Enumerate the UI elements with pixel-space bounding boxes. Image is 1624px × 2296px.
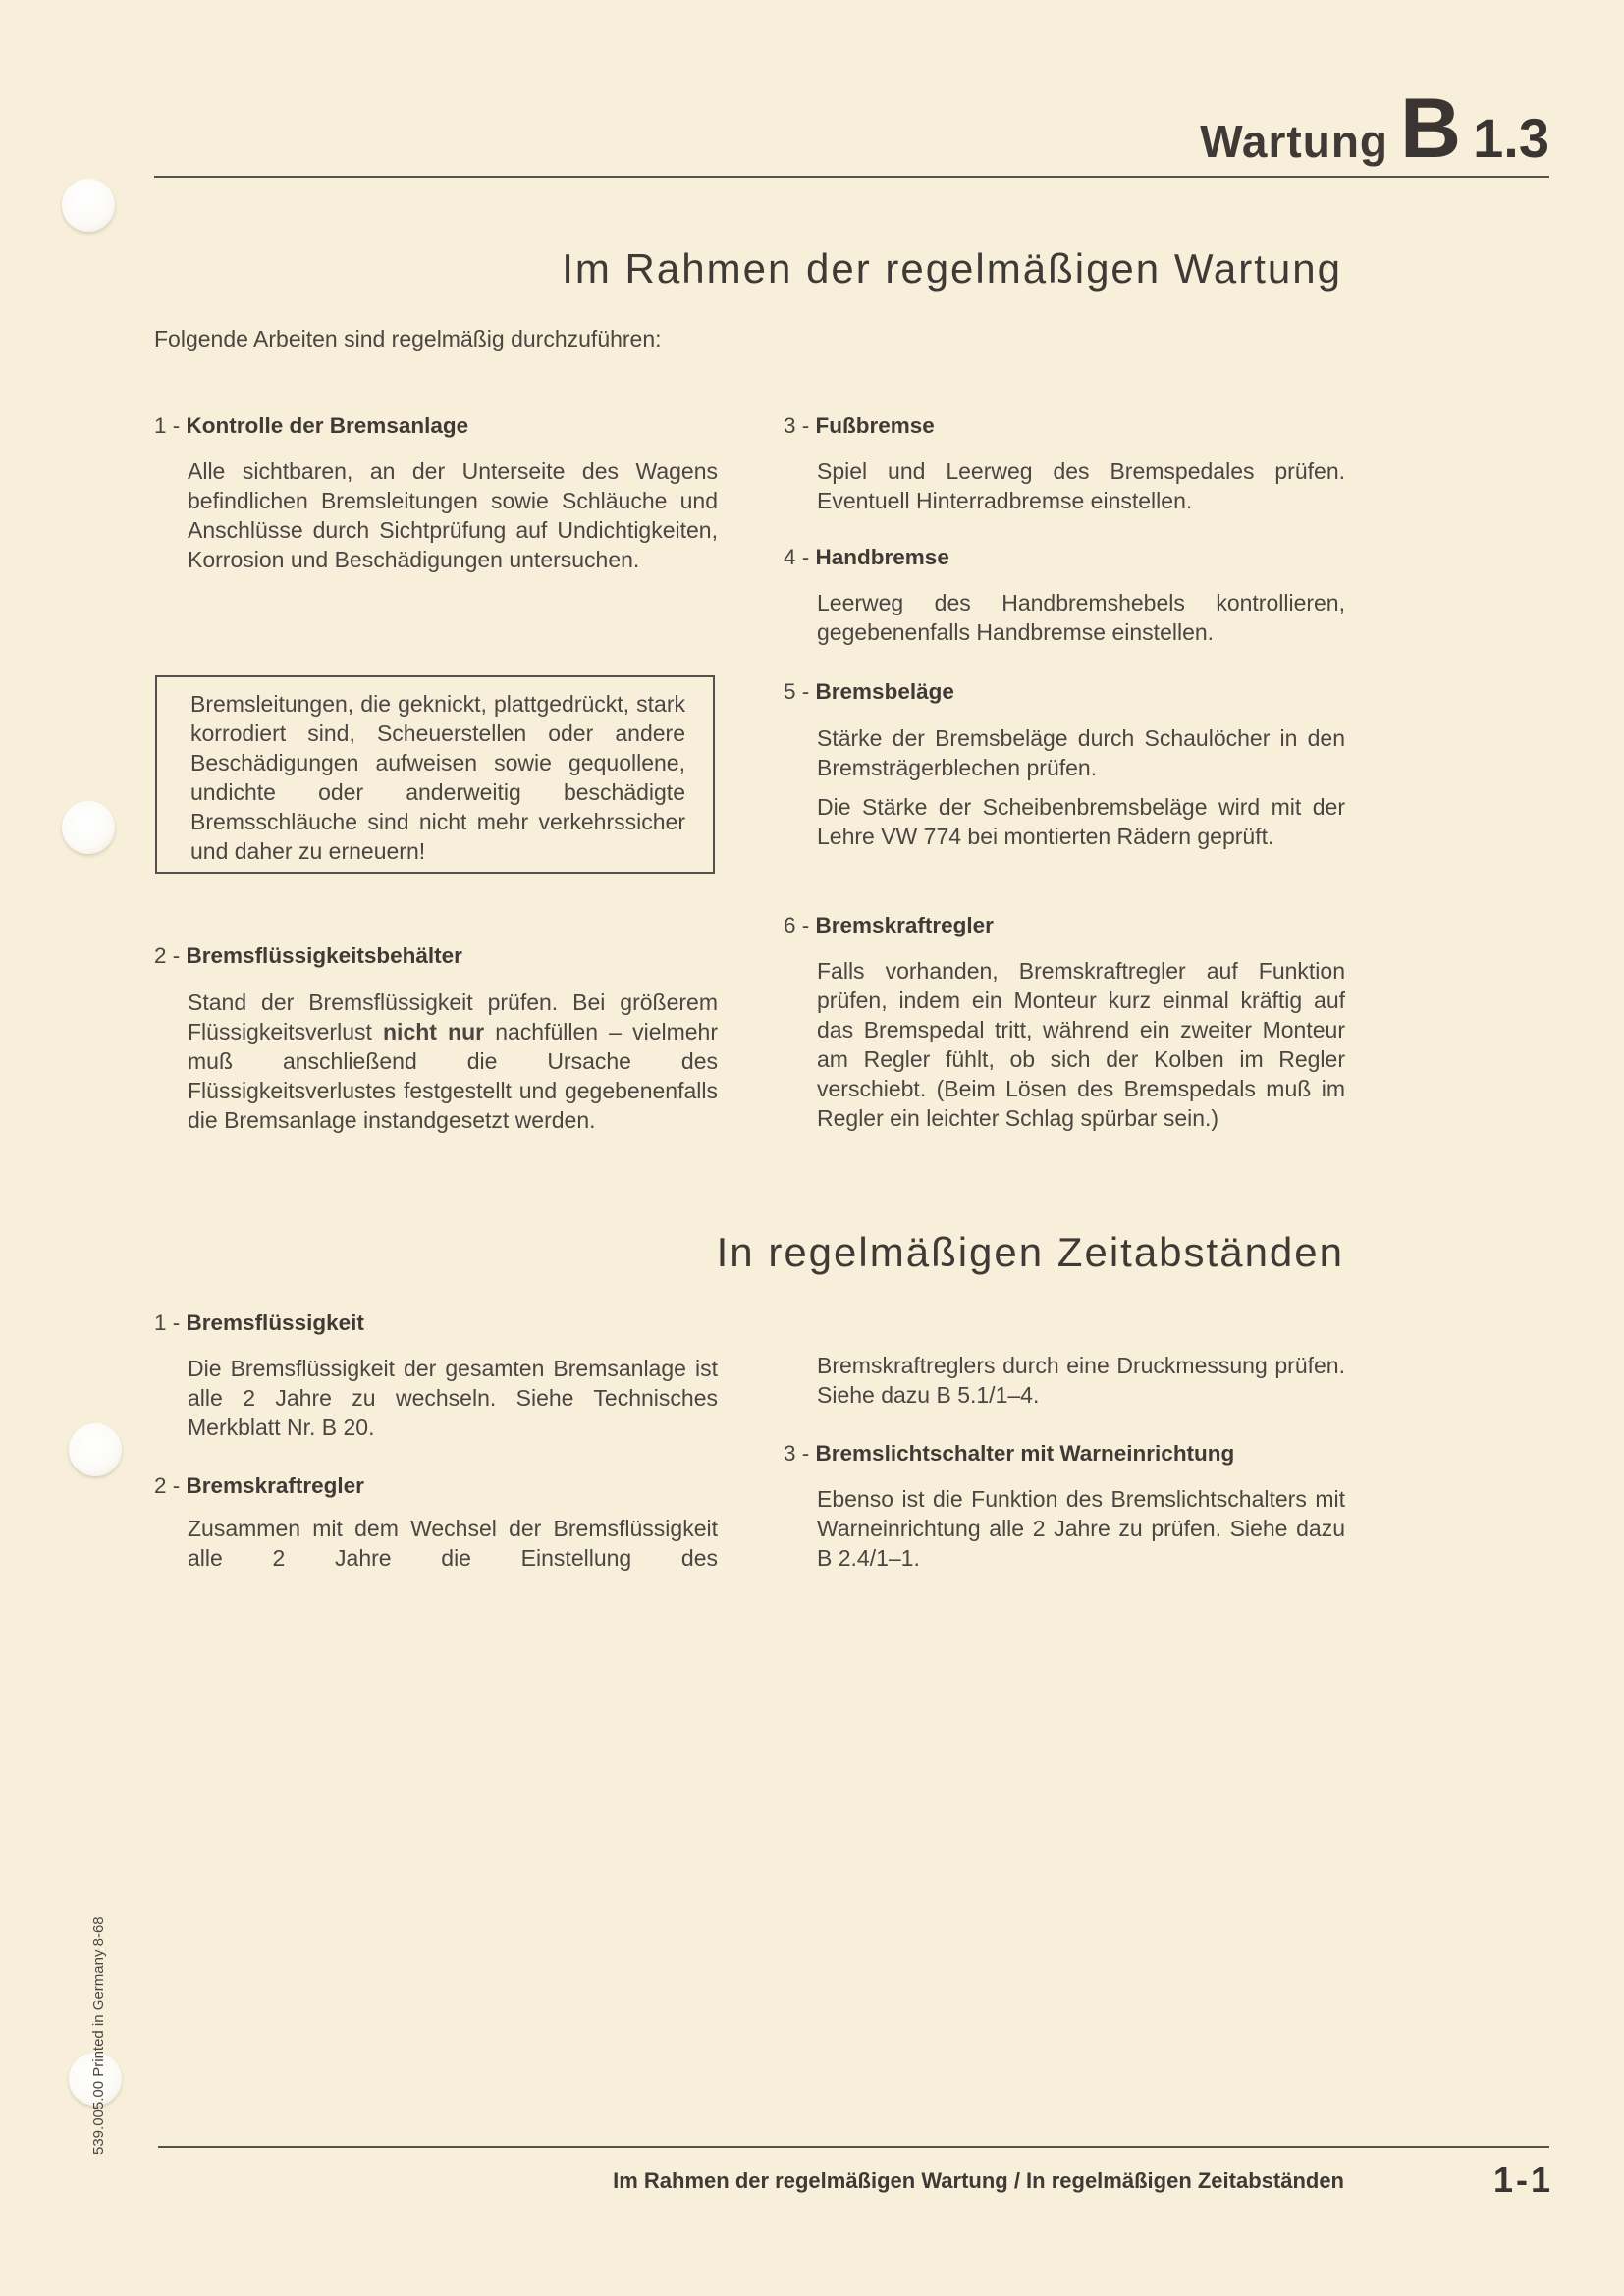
item-body: Zusammen mit dem Wechsel der Bremsflüssigkeit alle 2 Jahre die Einstellung des [188, 1516, 718, 1571]
page-number: 1-1 [1492, 2160, 1553, 2200]
punch-hole [69, 1423, 122, 1476]
section-header [1200, 81, 1549, 176]
item-body: Stärke der Bremsbeläge durch Schaulöcher in den Bremsträgerblechen prüfen. [817, 725, 1345, 780]
item-heading: 6 - Bremskraftregler [784, 913, 994, 937]
item-body: Falls vorhanden, Bremskraftregler auf Funktion prüfen, indem ein Monteur kurz einmal kräftig auf das Bremspedal tritt, während ein zweiter Monteur am Regler fühlt, ob sich der Kolben im Regler verschiebt. (Beim Lösen des Bremspedals muß im Regler ein leichter Schlag spürbar sein.) [817, 958, 1345, 1131]
item-body: Spiel und Leerweg des Bremspedales prüfen. Eventuell Hinterradbremse einstellen. [817, 458, 1345, 513]
intro-text: Folgende Arbeiten sind regelmäßig durchzuführen: [154, 326, 662, 351]
item-heading: 3 - Fußbremse [784, 413, 935, 438]
item-heading: 4 - Handbremse [784, 545, 949, 569]
item-heading: 5 - Bremsbeläge [784, 679, 954, 704]
item-body: Die Bremsflüssigkeit der gesamten Bremsanlage ist alle 2 Jahre zu wechseln. Siehe Technisches Merkblatt Nr. B 20. [188, 1356, 718, 1440]
item-heading: 1 - Bremsflüssigkeit [154, 1310, 364, 1335]
warning-text: Bremsleitungen, die geknickt, plattgedrückt, stark korrodiert sind, Scheuerstellen oder andere Beschädigungen aufweisen sowie gequollene, undichte oder anderweitig beschädigte Bremsschläuche sind nicht mehr verkehrssicher und daher zu erneuern! [190, 691, 685, 864]
item-heading: 1 - Kontrolle der Bremsanlage [154, 413, 469, 438]
item-body: Die Stärke der Scheibenbremsbeläge wird mit der Lehre VW 774 bei montierten Rädern geprüft. [817, 794, 1345, 849]
footer-text: Im Rahmen der regelmäßigen Wartung / In regelmäßigen Zeitabständen [613, 2168, 1344, 2193]
header-letter: B [1400, 81, 1462, 176]
item-heading: 3 - Bremslichtschalter mit Warneinrichtung [784, 1441, 1235, 1466]
item-body-continued: Bremskraftreglers durch eine Druckmessung prüfen. Siehe dazu B 5.1/1–4. [817, 1353, 1345, 1408]
section-title: In regelmäßigen Zeitabständen [716, 1229, 1344, 1275]
punch-hole [62, 801, 115, 854]
footer-rule [158, 2146, 1549, 2148]
section-title: Im Rahmen der regelmäßigen Wartung [562, 245, 1342, 292]
item-body: Leerweg des Handbremshebels kontrollieren, gegebenenfalls Handbremse einstellen. [817, 590, 1345, 645]
punch-hole [62, 179, 115, 232]
item-body: Stand der Bremsflüssigkeit prüfen. Bei größerem Flüssigkeitsverlust nicht nur nachfüllen – vielmehr muß anschließend die Ursache des Flüssigkeitsverlustes festgestellt und gegebenenfalls die Bremsanlage instandgesetzt werden. [188, 989, 718, 1133]
header-word: Wartung [1200, 116, 1389, 167]
warning-box [155, 675, 715, 874]
item-heading: 2 - Bremskraftregler [154, 1473, 364, 1498]
item-body: Ebenso ist die Funktion des Bremslichtschalters mit Warneinrichtung alle 2 Jahre zu prüfen. Siehe dazu B 2.4/1–1. [817, 1486, 1345, 1571]
item-heading: 2 - Bremsflüssigkeitsbehälter [154, 943, 462, 968]
item-body: Alle sichtbaren, an der Unterseite des Wagens befindlichen Bremsleitungen sowie Schläuche und Anschlüsse durch Sichtprüfung auf Undichtigkeiten, Korrosion und Beschädigungen untersuchen. [188, 458, 718, 572]
header-rule [154, 176, 1549, 178]
header-number: 1.3 [1473, 107, 1549, 169]
side-imprint: 539.005.00 Printed in Germany 8-68 [90, 1916, 107, 2155]
